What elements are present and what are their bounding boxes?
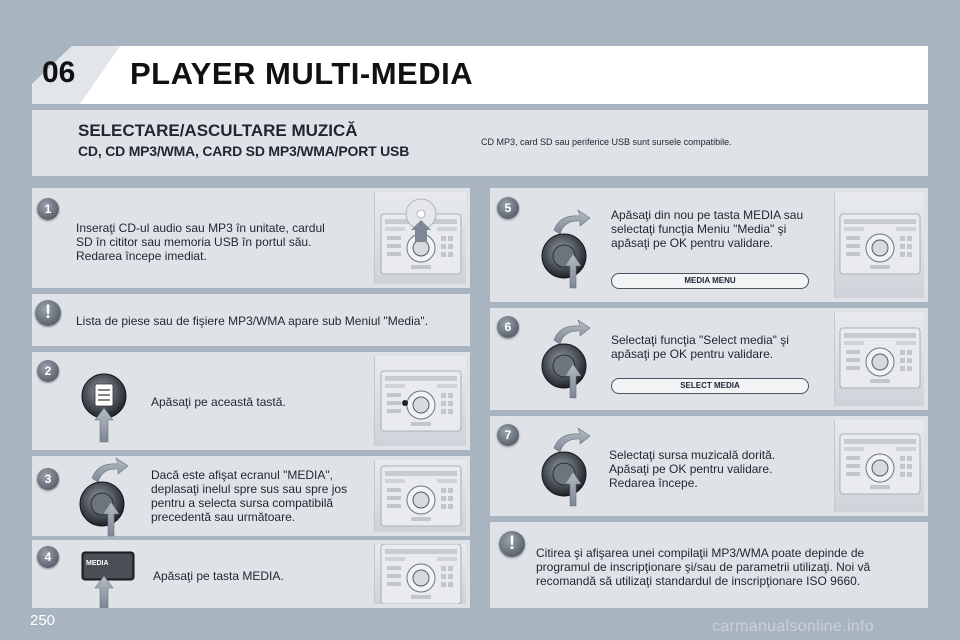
step-5-text [611, 208, 803, 250]
step-7-illustration [834, 420, 924, 512]
step-6-line: apăsaţi pe OK pentru validare. [611, 347, 774, 361]
step-5-line: apăsaţi pe OK pentru validare. [611, 236, 774, 250]
step-6-badge: 6 [497, 316, 519, 338]
info-line: recomandă să utilizaţi standardul de inscripţionare ISO 9660. [536, 574, 861, 588]
warning-icon: ! [499, 531, 525, 557]
step-5-illustration [834, 192, 924, 298]
menu-label-select-media: SELECT MEDIA [611, 378, 809, 394]
step-7-text [609, 448, 775, 490]
knob-press-illustration [540, 426, 596, 513]
knob-press-illustration [540, 208, 596, 295]
step-7-badge: 7 [497, 424, 519, 446]
menu-label-media-menu: MEDIA MENU [611, 273, 809, 289]
step-1-line: SD în cititor sau memoria USB în portul său. [76, 235, 312, 249]
info-text-1: Lista de piese sau de fişiere MP3/WMA apare sub Meniul "Media". [76, 314, 429, 328]
page-title: PLAYER MULTI-MEDIA [130, 56, 474, 91]
media-key-label: MEDIA [86, 560, 109, 567]
warning-icon: ! [35, 300, 61, 326]
step-1-badge: 1 [37, 198, 59, 220]
info-text-2 [536, 546, 870, 588]
step-5-badge: 5 [497, 197, 519, 219]
step-3-line: pentru a selecta sursa compatibilă [151, 496, 334, 510]
knob-press-illustration [540, 318, 596, 405]
step-3-text [151, 468, 347, 524]
step-7-line: Apăsaţi pe OK pentru validare. [609, 462, 773, 476]
radio-unit-illustration [375, 356, 467, 446]
step-2-text: Apăsaţi pe această tastă. [151, 395, 286, 409]
step-5-line: Apăsaţi din nou pe tasta MEDIA sau [611, 208, 804, 222]
section-title: SELECTARE/ASCULTARE MUZICĂ [78, 121, 358, 140]
step-6-text [611, 333, 789, 361]
section-subtitle: CD, CD MP3/WMA, CARD SD MP3/WMA/PORT USB [78, 143, 410, 159]
step-6-line: Selectaţi funcţia "Select media" şi [611, 333, 789, 347]
info-line: programul de inscripţionare şi/sau de parametrii utilizaţi. Noi vă [536, 560, 871, 574]
step-4-illustration [374, 544, 466, 604]
step-7-line: Redarea începe. [609, 476, 698, 490]
step-6-illustration [834, 312, 924, 406]
step-4-badge: 4 [37, 546, 59, 568]
step-3-line: deplasaţi inelul spre sus sau spre jos [151, 482, 348, 496]
info-line: Citirea şi afişarea unei compilaţii MP3/WMA poate depinde de [536, 546, 865, 560]
step-1-line: Inseraţi CD-ul audio sau MP3 în unitate, cardul [76, 221, 325, 235]
list-button-illustration [78, 364, 134, 449]
watermark: carmanualsonline.info [712, 618, 874, 635]
step-3-illustration [374, 460, 466, 532]
step-3-badge: 3 [37, 468, 59, 490]
step-5-line: selectaţi funcţia Meniu "Media" şi [611, 222, 787, 236]
step-7-line: Selectaţi sursa muzicală dorită. [609, 448, 776, 462]
step-2-illustration [374, 356, 466, 446]
step-3-line: Dacă este afişat ecranul "MEDIA", [151, 468, 333, 482]
intro-note: CD MP3, card SD sau periferice USB sunt sursele compatibile. [481, 137, 732, 147]
step-2-badge: 2 [37, 360, 59, 382]
knob-rotate-illustration [78, 456, 134, 543]
step-4-text: Apăsaţi pe tasta MEDIA. [153, 569, 284, 583]
cd-insert-illustration [375, 192, 467, 284]
page-number: 250 [30, 612, 56, 629]
step-1-line: Redarea începe imediat. [76, 249, 207, 263]
step-3-line: precedentă sau următoare. [151, 510, 296, 524]
step-1-illustration [374, 192, 466, 284]
step-1-text [76, 221, 325, 263]
chapter-number: 06 [42, 56, 76, 89]
